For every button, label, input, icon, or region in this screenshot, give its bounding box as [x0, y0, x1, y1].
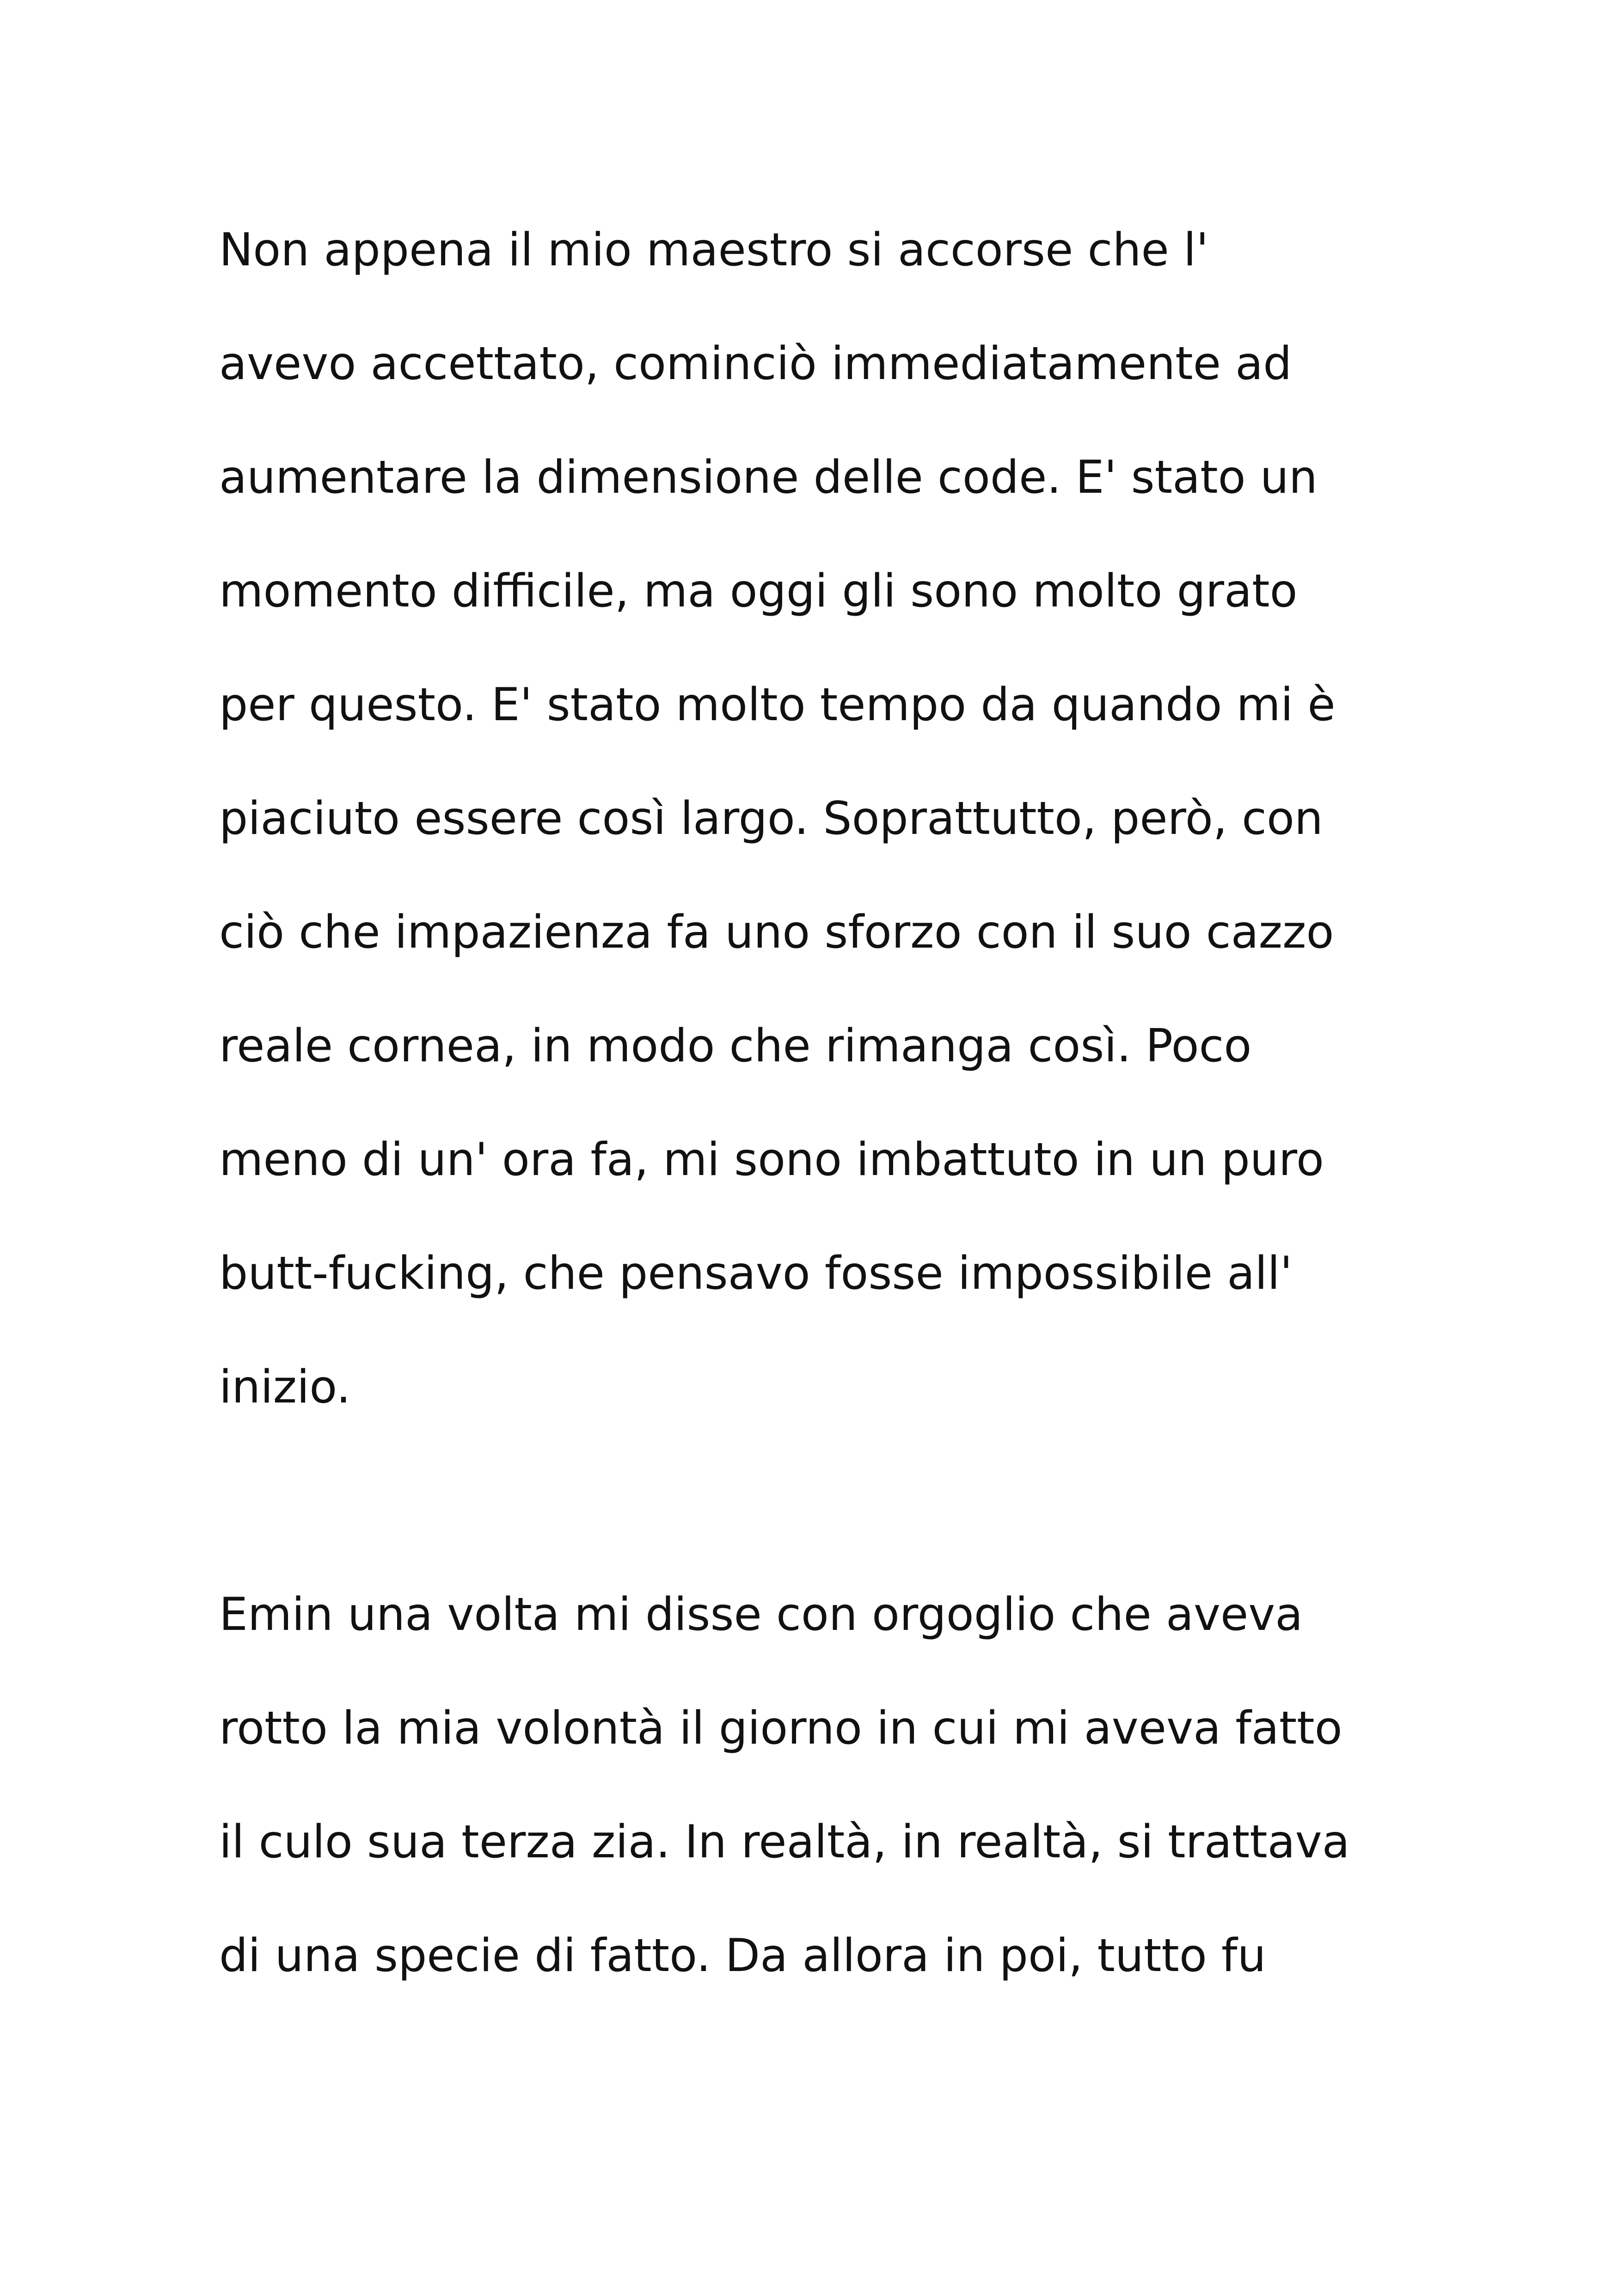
- text-line: aumentare la dimensione delle code. E' stato un: [219, 451, 1318, 504]
- text-line: Non appena il mio maestro si accorse che l': [219, 224, 1209, 276]
- text-line: di una specie di fatto. Da allora in poi, tutto fu: [219, 1929, 1266, 1982]
- text-line: inizio.: [219, 1361, 351, 1414]
- text-line: meno di un' ora fa, mi sono imbattuto in un puro: [219, 1133, 1324, 1186]
- text-line: ciò che impazienza fa uno sforzo con il suo cazzo: [219, 906, 1334, 959]
- text-line: per questo. E' stato molto tempo da quando mi è: [219, 679, 1336, 731]
- text-line: Emin una volta mi disse con orgoglio che aveva: [219, 1588, 1303, 1641]
- text-line: rotto la mia volontà il giorno in cui mi aveva fatto: [219, 1702, 1342, 1755]
- text-line: butt-fucking, che pensavo fosse impossibile all': [219, 1247, 1293, 1300]
- text-line: momento difficile, ma oggi gli sono molto grato: [219, 565, 1298, 618]
- text-line: il culo sua terza zia. In realtà, in realtà, si trattava: [219, 1816, 1350, 1868]
- text-line: piaciuto essere così largo. Soprattutto, però, con: [219, 792, 1324, 845]
- text-line: reale cornea, in modo che rimanga così. Poco: [219, 1020, 1252, 1072]
- text-line: avevo accettato, cominciò immediatamente ad: [219, 337, 1292, 390]
